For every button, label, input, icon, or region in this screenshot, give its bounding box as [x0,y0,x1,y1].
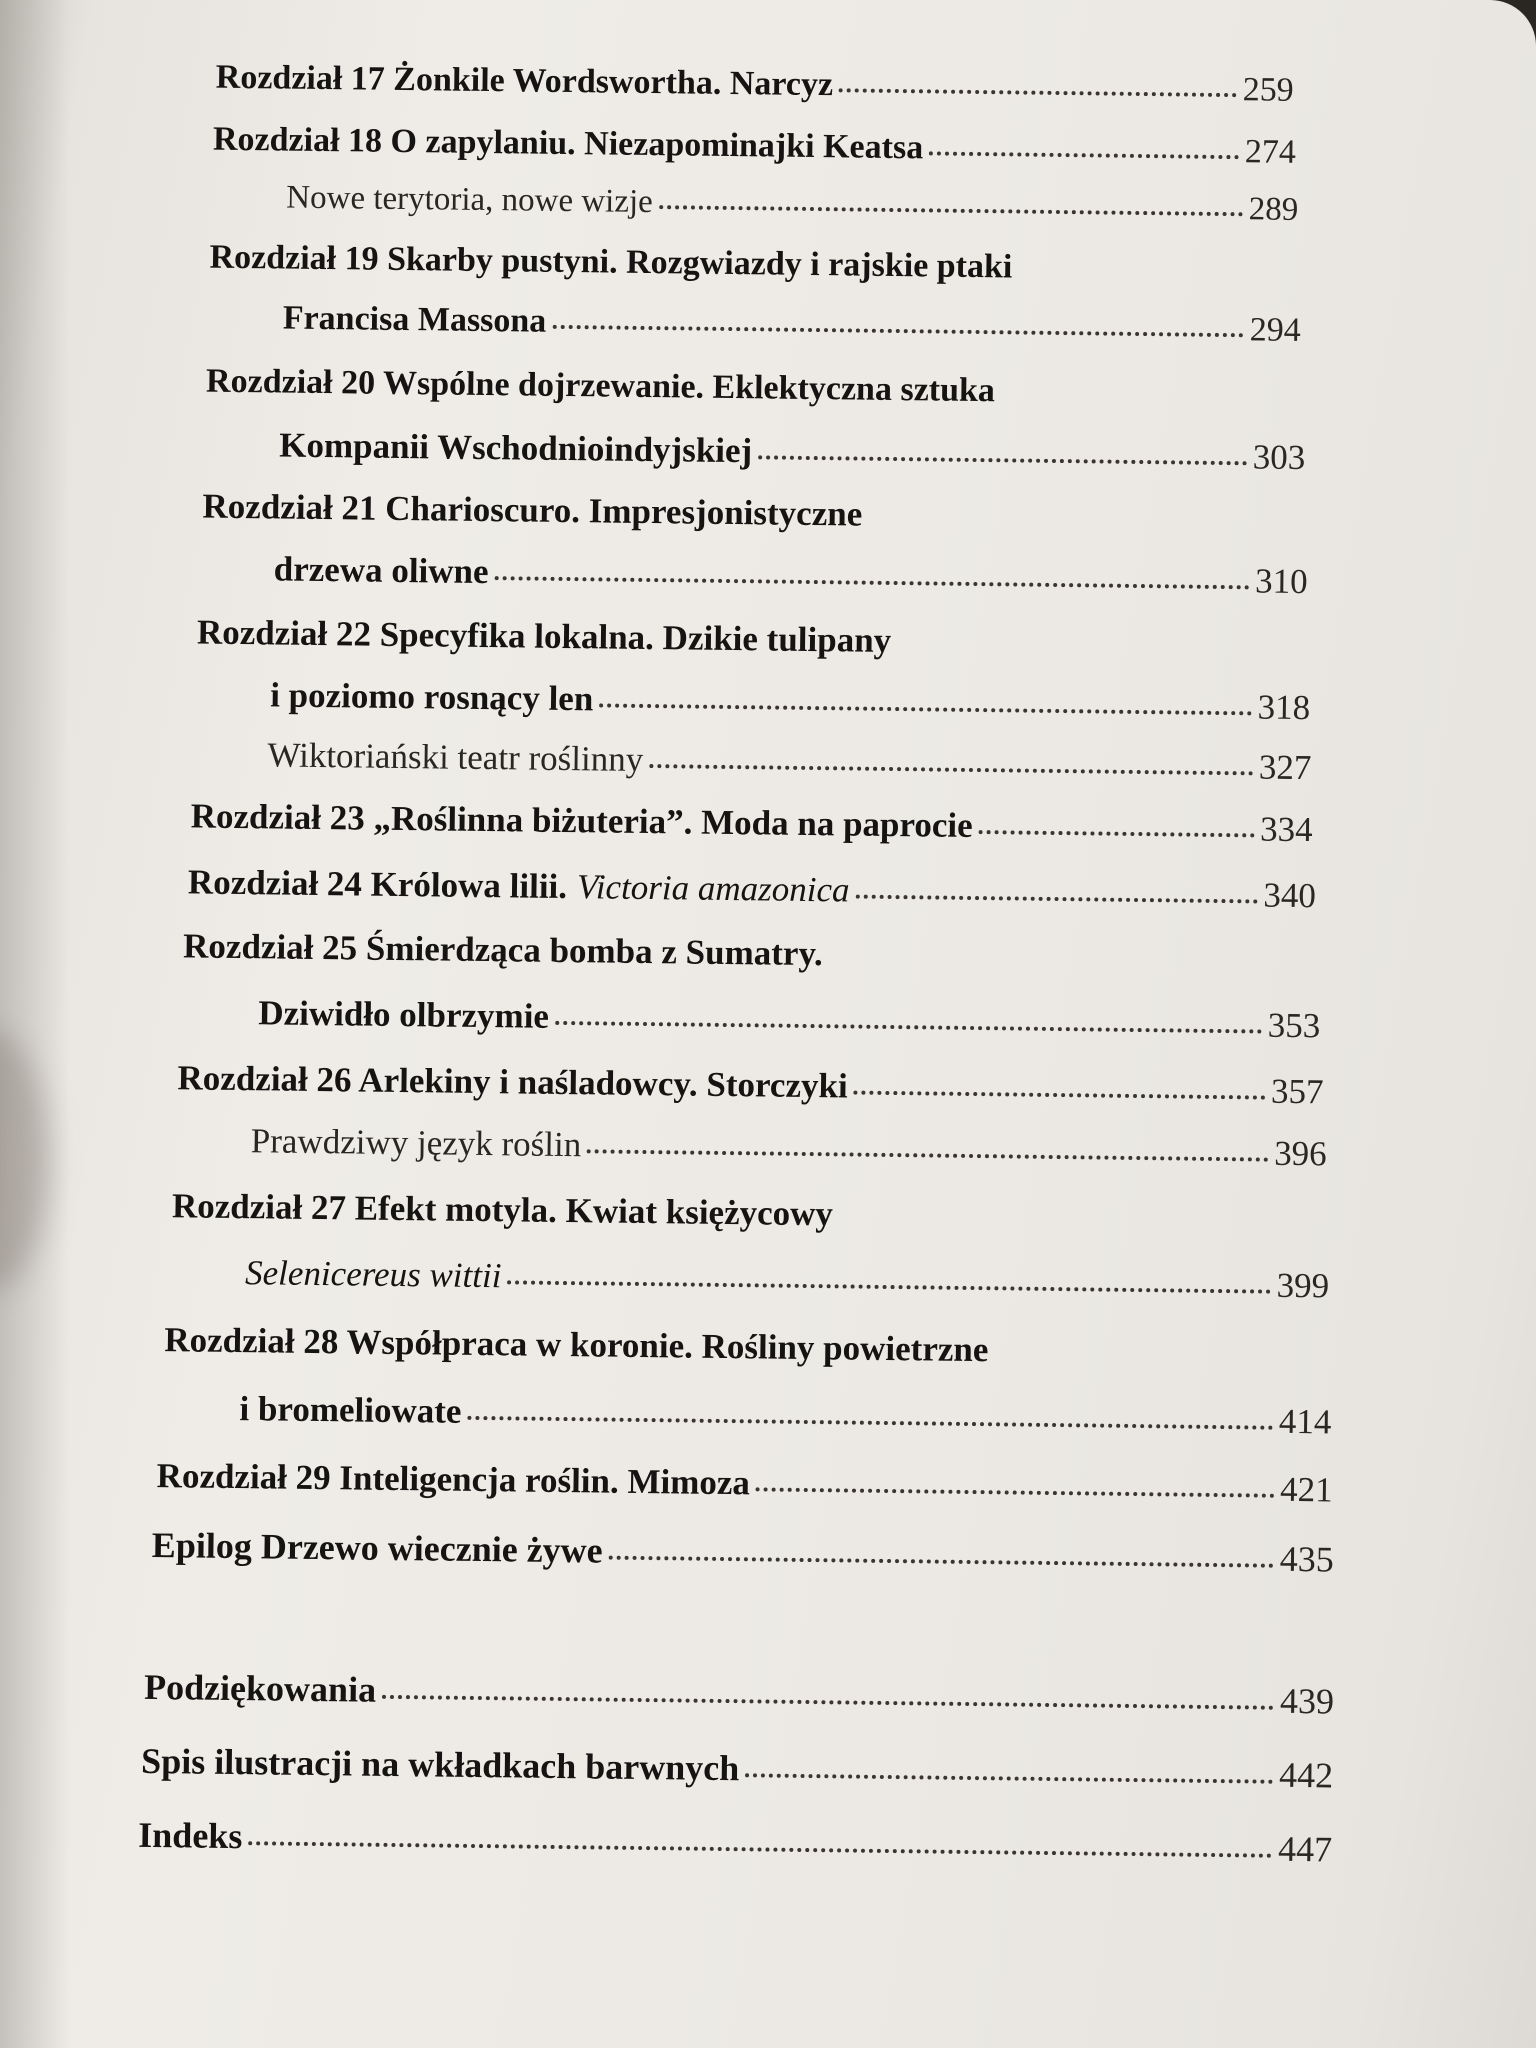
toc-page-number: 334 [1259,809,1313,850]
dot-leader [756,1486,1274,1497]
toc-page-number: 396 [1273,1133,1327,1174]
dot-leader [855,894,1257,904]
toc-page-number: 447 [1277,1828,1333,1870]
toc-page-number: 421 [1279,1469,1333,1510]
dot-leader [382,1694,1274,1710]
dot-leader [839,87,1237,97]
toc-page-number: 357 [1270,1071,1324,1112]
toc-entry-title: i bromeliowate [239,1389,462,1431]
toc-entry-title: Epilog Drzewo wiecznie żywe [151,1525,603,1571]
toc-page-number: 274 [1244,133,1297,171]
toc-page-number: 353 [1267,1005,1321,1046]
toc-page-number: 327 [1258,747,1312,788]
page-edge-shadow [0,0,70,2048]
toc-entry-title-italic: Victoria amazonica [576,867,850,910]
dot-leader [649,763,1253,775]
toc-entry-title: Rozdział 18 O zapylaniu. Niezapominajki Keatsa [212,120,924,167]
toc-entry-title: Rozdział 17 Żonkile Wordswortha. Narcyz [215,58,834,104]
dot-leader [248,1840,1272,1858]
dot-leader [609,1555,1274,1568]
dot-leader [552,324,1244,337]
toc-entry-title: Rozdział 27 Efekt motyla. Kwiat księżycowy [171,1186,834,1234]
toc-page-number: 399 [1276,1265,1330,1306]
dot-leader [507,1279,1270,1293]
toc-entry-title: Rozdział 20 Wspólne dojrzewanie. Eklektyczna sztuka [205,362,996,410]
toc-page-number: 435 [1279,1538,1334,1580]
toc-entry-title: Rozdział 26 Arlekiny i naśladowcy. Storczyki [177,1058,848,1106]
dot-leader [494,575,1249,589]
dot-leader [854,1090,1265,1100]
toc-entry-title: Nowe terytoria, nowe wizje [286,179,654,221]
dot-leader [929,150,1239,159]
toc-page-number: 259 [1242,71,1294,109]
toc-entry-title: Kompanii Wschodnioindyjskiej [279,425,753,471]
toc-entry-title: drzewa oliwne [273,549,489,592]
toc-entry-title: Rozdział 22 Specyfika lokalna. Dzikie tulipany [196,612,892,660]
toc-entry-rozdzial-21[interactable] [202,487,862,535]
dot-leader [587,1148,1268,1161]
toc-page-number: 294 [1249,311,1301,349]
toc-entry-title: i poziomo rosnący len [269,675,594,719]
toc-entry-title: Rozdział 25 Śmierdząca bomba z Sumatry. [182,926,824,974]
toc-entry-title: Francisa Massona [282,299,547,340]
toc-entry-rozdzial-27[interactable] [172,1186,833,1234]
toc-entry-title: Rozdział 21 Charioscuro. Impresjonistyczne [202,486,863,534]
toc-entry-title: Dziwidło olbrzymie [258,993,550,1036]
toc-entry-rozdzial-25[interactable] [183,926,823,974]
dot-leader [659,204,1243,216]
toc-page-number: 340 [1263,875,1317,916]
toc-entry-title: Rozdział 23 „Roślinna biżuteria”. Moda na paprocie [190,796,973,845]
toc-entry-title: Rozdział 28 Współpraca w koronie. Rośliny powietrzne [164,1320,989,1370]
toc-entry-title: Spis ilustracji na wkładkach barwnych [140,1740,740,1789]
toc-entry-title: Indeks [138,1814,243,1857]
dot-leader [555,1020,1262,1034]
toc-entry-title: Selenicereus wittii [244,1253,502,1296]
toc-entry-title: Rozdział 19 Skarby pustyni. Rozgwiazdy i rajskie ptaki [209,238,1013,286]
toc-entry-title: Rozdział 29 Inteligencja roślin. Mimoza [156,1456,751,1503]
toc-page-number: 310 [1254,561,1308,602]
toc-page-number: 318 [1257,687,1311,728]
toc-entry-title: Wiktoriański teatr roślinny [267,735,644,779]
toc-page-number: 303 [1252,437,1306,478]
toc-page-number: 442 [1278,1754,1334,1796]
dot-leader [467,1415,1273,1430]
toc-entry-title: Podziękowania [143,1666,377,1710]
dot-leader [979,829,1255,837]
toc-entry-title: Prawdziwy język roślin [250,1121,582,1165]
toc-page-number: 414 [1278,1401,1332,1442]
dot-leader [758,454,1247,465]
dot-leader [745,1772,1273,1783]
dot-leader [599,702,1251,715]
toc-page-number: 289 [1248,191,1299,228]
toc-entry-rozdzial-22[interactable] [197,612,892,660]
toc-page-number: 439 [1279,1680,1335,1722]
toc-entry-title: Rozdział 24 Królowa lilii. [187,862,568,907]
